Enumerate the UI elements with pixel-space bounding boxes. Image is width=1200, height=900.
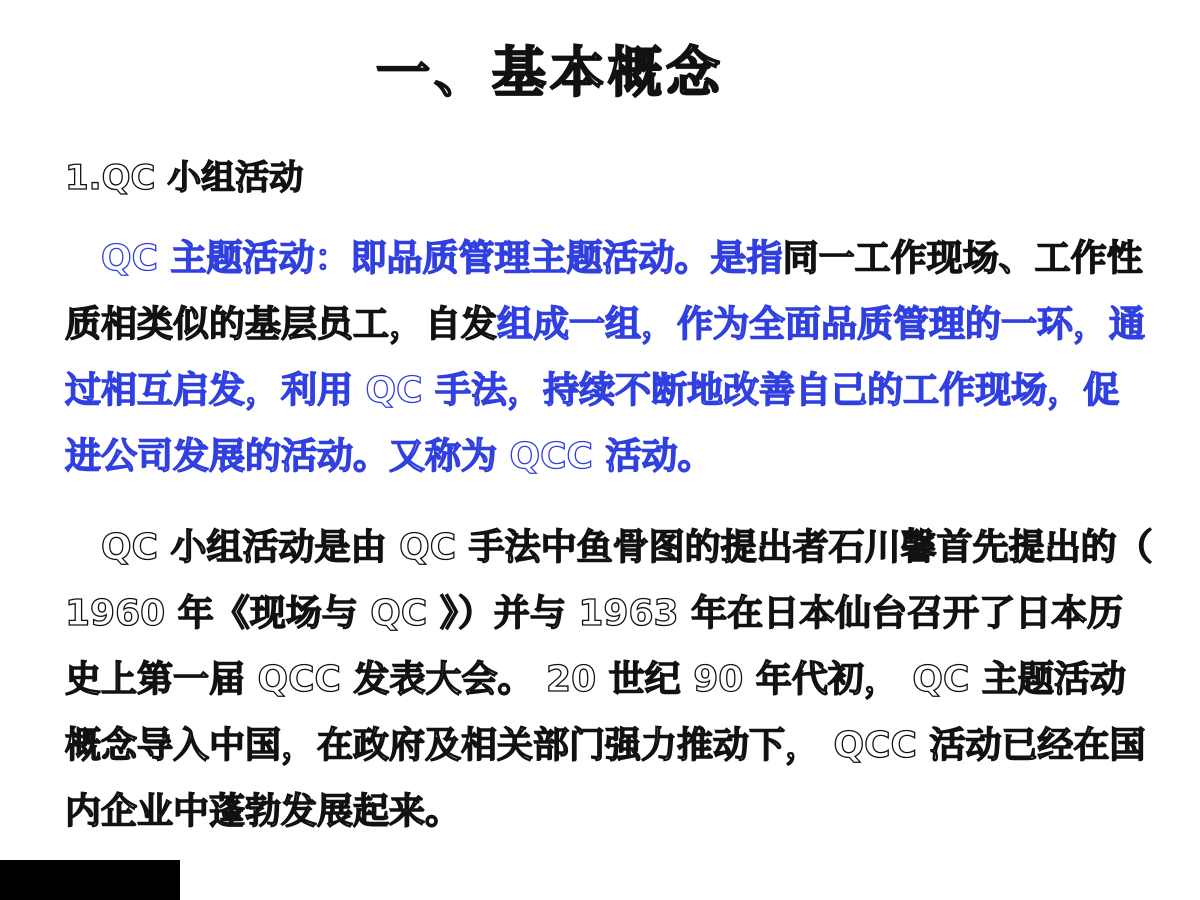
definition-plain: 同一工作现场、工作性质相类似的基层员工，自发 (65, 238, 1143, 345)
definition-highlight-1: QC 主题活动：即品质管理主题活动。是指 (101, 238, 783, 279)
section-heading: 1.QC 小组活动 (65, 158, 304, 198)
slide-title: 一、基本概念 (376, 41, 724, 104)
corner-black-bar (0, 860, 180, 900)
definition-highlight-2: 组成一组，作为全面品质管理的一环，通过相互启发，利用 QC 手法，持续不断地改善自己的工作现场，促进公司发展的活动。又称为 QCC 活动。 (65, 304, 1146, 477)
definition-paragraph (65, 226, 1155, 490)
history-paragraph: QC 小组活动是由 QC 手法中鱼骨图的提出者石川馨首先提出的（ 1960 年《现场与 QC 》）并与 1963 年在日本仙台召开了日本历史上第一届 QCC 发表大会。 20 世纪 90 年代初， QC 主题活动概念导入中国，在政府及相关部门强力推动下， QCC 活动已经在国内企业中蓬勃发展起来。 (65, 527, 1153, 832)
